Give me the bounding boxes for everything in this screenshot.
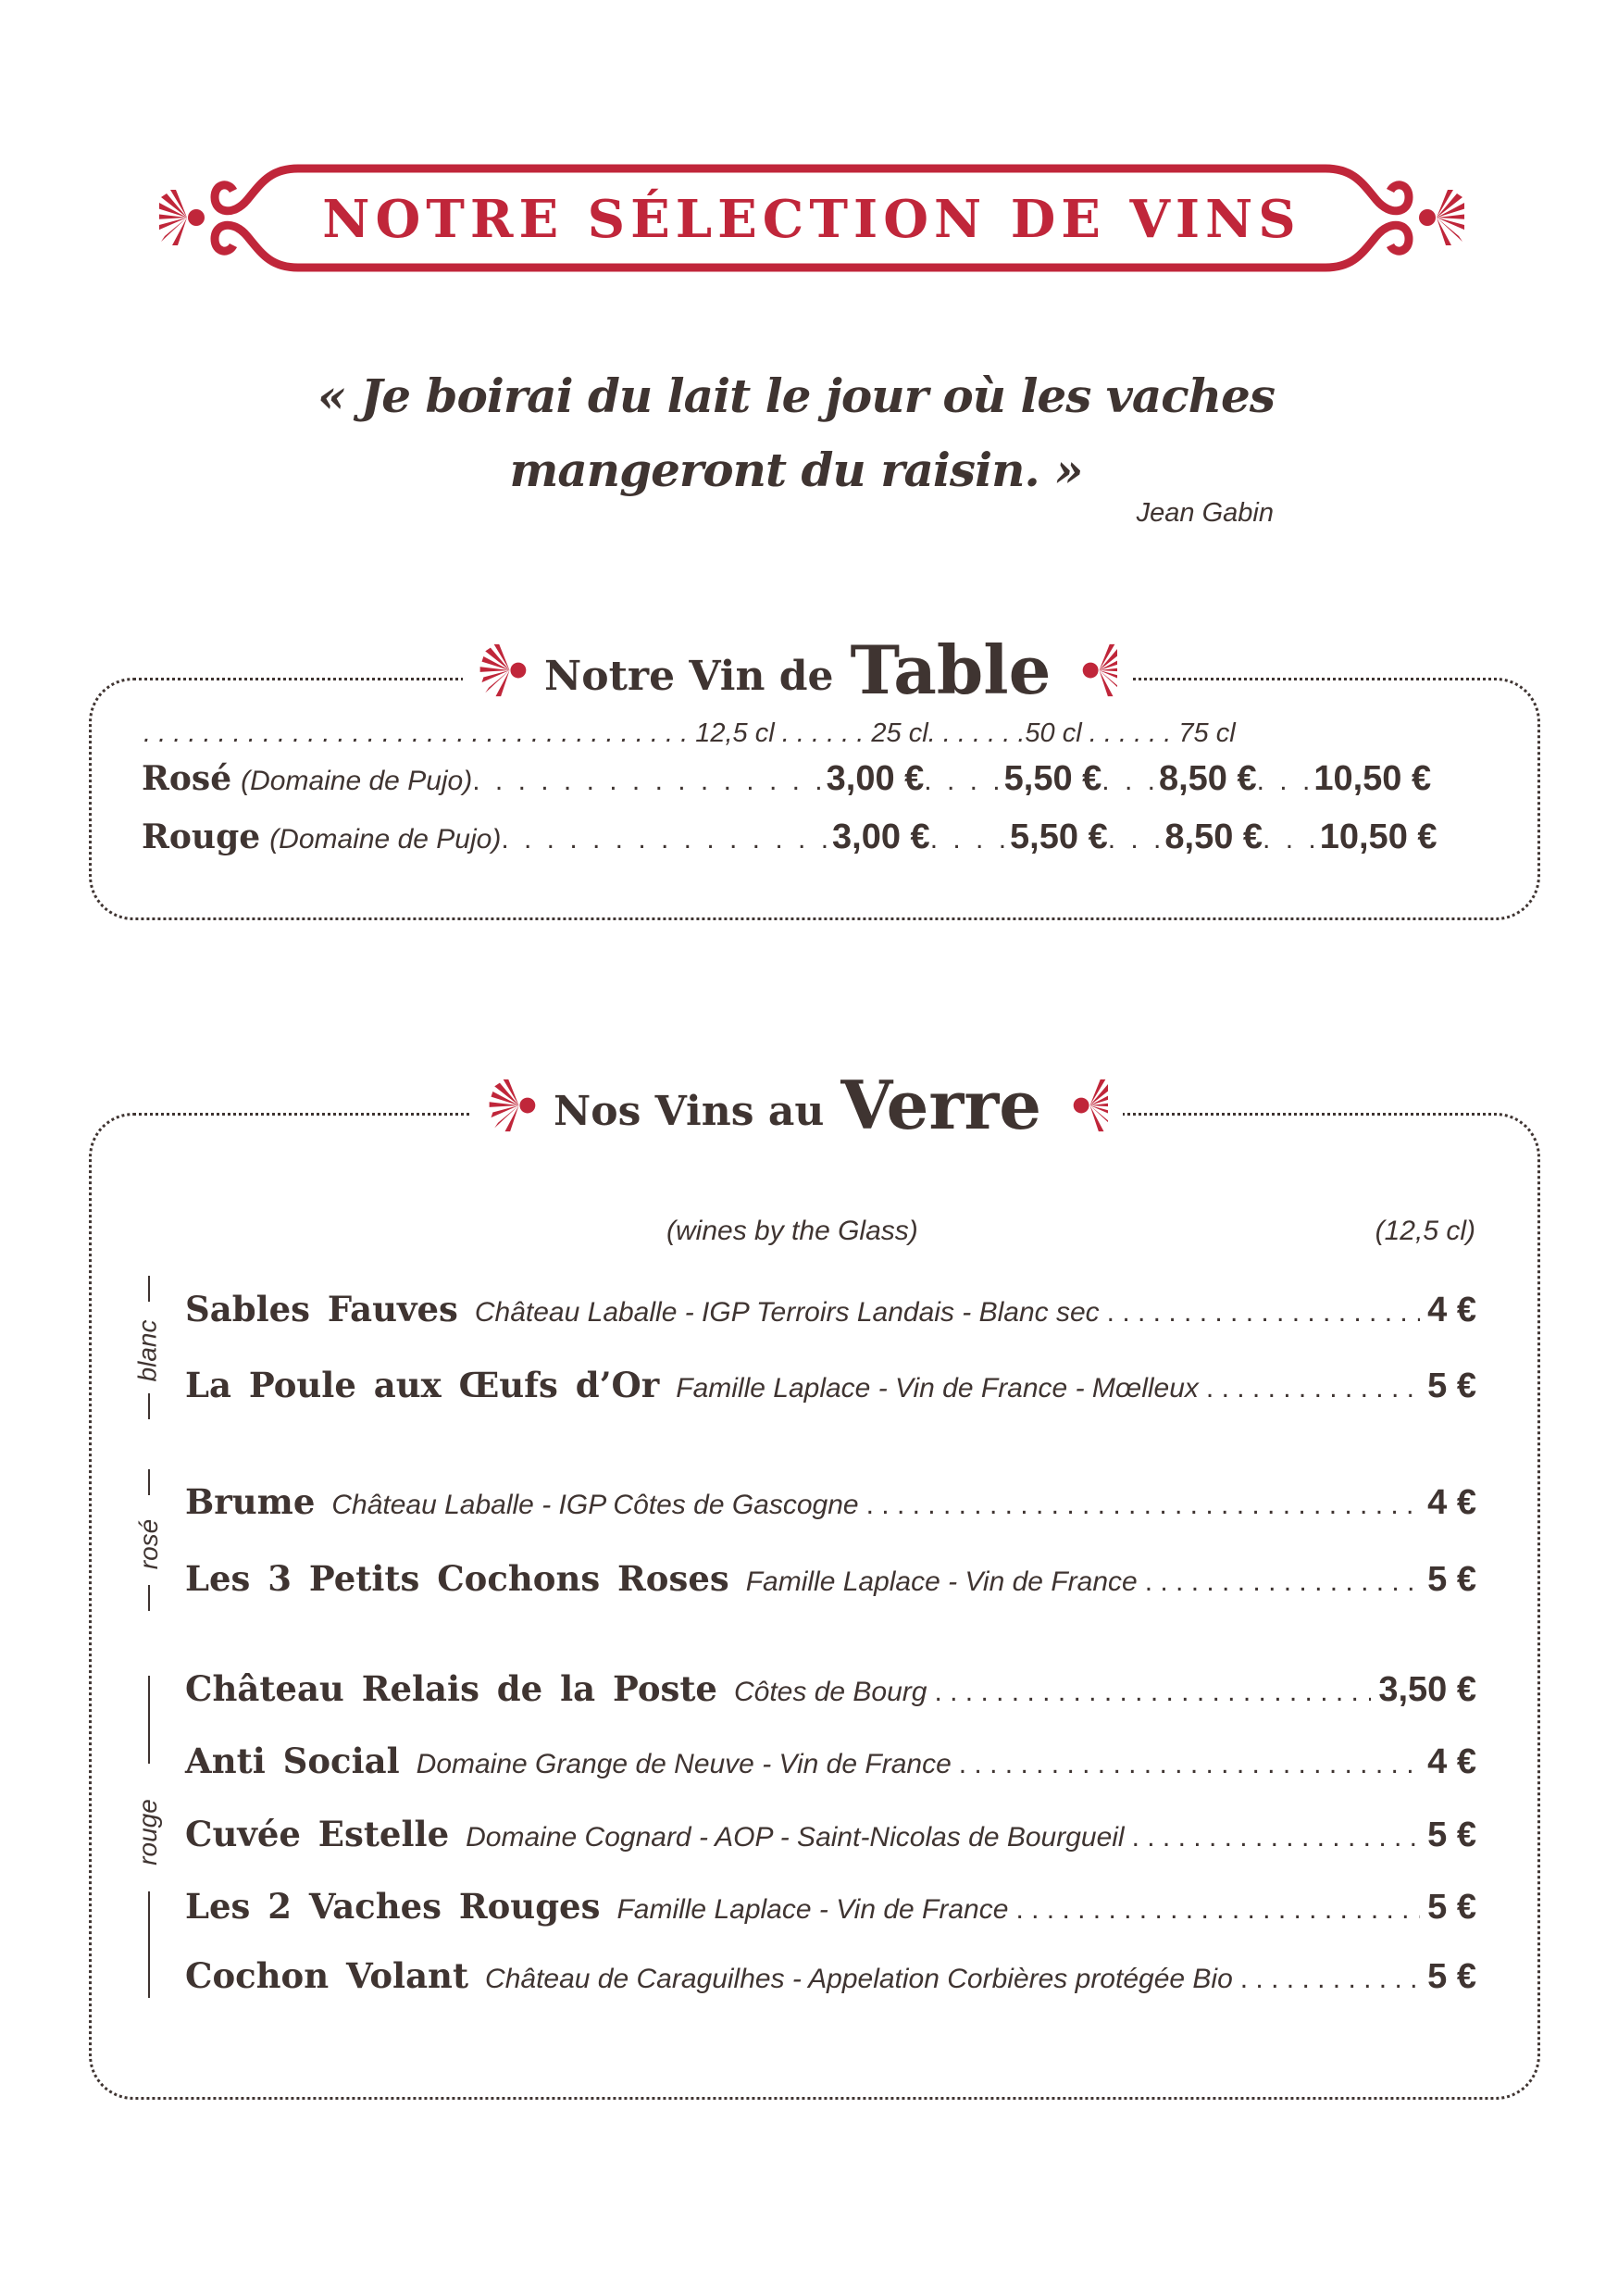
price-75cl: 10,50 € [1313, 759, 1432, 798]
wine-domain: (Domaine de Pujo) [241, 766, 473, 796]
wine-domain: (Domaine de Pujo) [269, 824, 502, 855]
vins-au-verre-heading [472, 1065, 1123, 1144]
wine-name: Brume [185, 1481, 316, 1522]
heading-big-text: Verre [840, 1066, 1042, 1144]
wine-description: Domaine Cognard - AOP - Saint-Nicolas de Bourgueil [466, 1822, 1125, 1853]
page-title: NOTRE SÉLECTION DE VINS [322, 189, 1301, 250]
wine-row [185, 1955, 1476, 1997]
wine-description: Château Laballe - IGP Terroirs Landais - Blanc sec [474, 1297, 1100, 1328]
category-divider [148, 1891, 150, 1998]
table-row [142, 817, 1484, 857]
category-divider [148, 1676, 150, 1764]
vins-au-verre-box [89, 1113, 1540, 2100]
wine-description: Château de Caraguilhes - Appelation Corbières protégée Bio [485, 1964, 1233, 1994]
category-divider [148, 1393, 150, 1419]
glass-subtitle: (wines by the Glass) [666, 1216, 918, 1246]
shell-icon [1058, 1078, 1108, 1133]
wine-row [185, 1886, 1476, 1928]
dot-leader: . . . . . . . . . . . . . . . [501, 824, 833, 855]
wine-name: Château Relais de la Poste [185, 1668, 717, 1709]
price-75cl: 10,50 € [1319, 817, 1438, 856]
wine-price: 5 € [1427, 1560, 1476, 1599]
category-divider [148, 1585, 150, 1611]
quote-author: Jean Gabin [1136, 498, 1274, 528]
price-25cl: 5,50 € [1010, 817, 1108, 856]
dot-leader [959, 1749, 1420, 1780]
wine-price: 5 € [1427, 1816, 1476, 1854]
wine-price: 4 € [1427, 1483, 1476, 1522]
wine-row [185, 1741, 1476, 1782]
wine-name: Anti Social [185, 1741, 400, 1781]
price-12-5cl: 3,00 € [832, 817, 930, 856]
category-label-rouge: rouge [132, 1799, 162, 1866]
dot-leader: . . . [1107, 824, 1165, 855]
vin-de-table-heading [463, 630, 1132, 709]
price-25cl: 5,50 € [1003, 759, 1102, 798]
shell-icon [487, 1078, 537, 1133]
category-divider [148, 1276, 150, 1302]
dot-leader: . . . . [924, 766, 1004, 796]
wine-price: 5 € [1427, 1957, 1476, 1996]
dot-leader [866, 1490, 1421, 1521]
vin-de-table-box [89, 678, 1540, 920]
category-label-blanc: blanc [132, 1319, 162, 1382]
dot-leader: . . . [1256, 766, 1314, 796]
wine-row [185, 1481, 1476, 1523]
price-12-5cl: 3,00 € [826, 759, 925, 798]
dot-leader [1107, 1297, 1421, 1329]
category-divider [148, 1469, 150, 1495]
wine-row [185, 1668, 1476, 1710]
dot-leader [1015, 1894, 1420, 1926]
wine-price: 4 € [1427, 1742, 1476, 1781]
wine-name: Cuvée Estelle [185, 1814, 450, 1854]
size-header-row: . . . . . . . . . . . . . . . . . . . . . . . . . . . . . . . . . . . . . 12,5 cl . . . . . . 25 cl. . . . . . .50 cl . . . . . . 75 cl [143, 718, 1236, 748]
wine-row [185, 1558, 1476, 1600]
wine-description: Famille Laplace - Vin de France [745, 1566, 1138, 1597]
wine-description: Château Laballe - IGP Côtes de Gascogne [331, 1490, 859, 1520]
dot-leader: . . . . . . . . . . . . . . . . [472, 766, 827, 796]
wine-name: Rosé [142, 759, 232, 798]
quote-line-2: mangeront du raisin. » [509, 443, 1083, 497]
glass-size: (12,5 cl) [1375, 1216, 1475, 1246]
wine-name: Cochon Volant [185, 1955, 469, 1996]
price-50cl: 8,50 € [1164, 817, 1263, 856]
dot-leader: . . . [1101, 766, 1159, 796]
shell-icon [478, 643, 528, 698]
wine-price: 4 € [1427, 1291, 1476, 1329]
category-label-rose: rosé [134, 1518, 164, 1570]
wine-row [185, 1814, 1476, 1855]
dot-leader [934, 1677, 1371, 1708]
dot-leader: . . . [1263, 824, 1320, 855]
heading-small-text: Notre Vin de [544, 653, 834, 700]
wine-name: Les 2 Vaches Rouges [185, 1886, 601, 1927]
price-50cl: 8,50 € [1158, 759, 1257, 798]
wine-name: Sables Fauves [185, 1289, 458, 1329]
table-row [142, 759, 1484, 799]
wine-price: 3,50 € [1378, 1670, 1476, 1709]
wine-price: 5 € [1427, 1366, 1476, 1405]
heading-big-text: Table [850, 630, 1052, 709]
wine-price: 5 € [1427, 1888, 1476, 1927]
dot-leader [1145, 1566, 1420, 1598]
shell-icon [1067, 643, 1117, 698]
wine-name: Rouge [142, 817, 261, 856]
wine-row [185, 1289, 1476, 1330]
dot-leader [1206, 1373, 1420, 1404]
dot-leader [1240, 1964, 1420, 1995]
wine-description: Domaine Grange de Neuve - Vin de France [416, 1749, 952, 1779]
title-banner [159, 156, 1464, 281]
heading-small-text: Nos Vins au [554, 1088, 825, 1135]
wine-name: La Poule aux Œufs d’Or [185, 1365, 660, 1405]
wine-row [185, 1365, 1476, 1406]
dot-leader [1132, 1822, 1421, 1853]
wine-description: Famille Laplace - Vin de France [616, 1894, 1009, 1925]
wine-name: Les 3 Petits Cochons Roses [185, 1558, 729, 1599]
wine-description: Famille Laplace - Vin de France - Mœlleux [676, 1373, 1199, 1404]
quote-line-1: « Je boirai du lait le jour où les vaches [317, 368, 1276, 423]
wine-description: Côtes de Bourg [733, 1677, 927, 1707]
dot-leader: . . . . [929, 824, 1011, 855]
